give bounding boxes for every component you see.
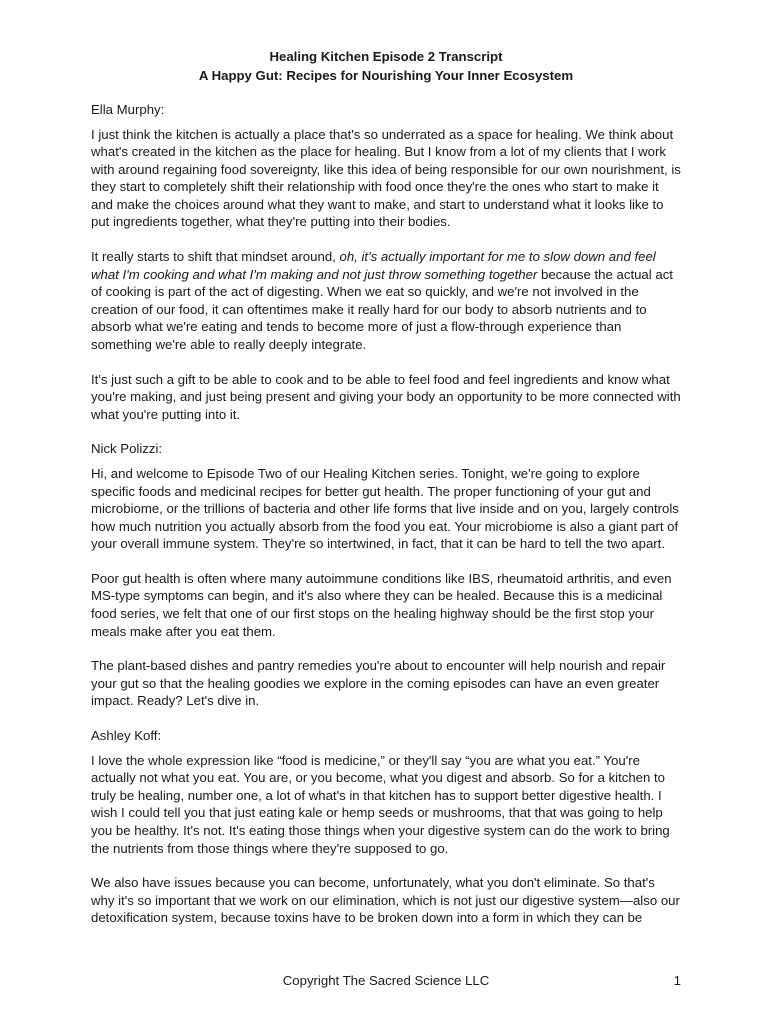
speaker-name: Ashley Koff: [91,728,162,744]
text-run: Hi, and welcome to Episode Two of our Healing Kitchen series. Tonight, we're going to explore specific foods and medicinal recipes for better gut health. The proper functioning of your gut and microbiome, or the trillions of bacteria and other life forms that live inside and on you, largely controls how much nutrition you actually absorb from the food you eat. Your microbiome is also a giant part of your overall immune system. They're so intertwined, in fact, that it can be hard to tell the two apart. [91,465,679,552]
speaker-name: Nick Polizzi: [91,441,163,457]
document-subtitle: A Happy Gut: Recipes for Nourishing Your Inner Ecosystem [198,67,574,83]
transcript-paragraph [91,657,681,710]
document-title: Healing Kitchen Episode 2 Transcript [269,49,503,64]
transcript-paragraph [91,371,681,424]
text-run: because the actual act of cooking is part of the act of digesting. When we eat so quickly, and we're not involved in the creation of our food, it can oftentimes make it really hard for our body to absorb nutrients and to absorb what we're eating and tends to become more of just a flow-through experience than something we're able to really deeply integrate. [91,266,673,353]
italic-text: oh, it's actually important for me to slow down and feel what I'm cooking and what I'm making and not just throw something together [91,249,656,282]
text-run: It really starts to shift that mindset around, [91,249,340,265]
speaker-name: Ella Murphy: [91,102,165,117]
text-run: Poor gut health is often where many autoimmune conditions like IBS, rheumatoid arthritis, and even MS-type symptoms can begin, and it's also where they can be healed. Because this is a medicinal food series, we felt that one of our first stops on the healing highway should be the first stop your meals make after you eat them. [91,570,672,639]
text-run: It's just such a gift to be able to cook and to be able to feel food and feel ingredients and know what you're making, and just being present and giving your body an opportunity to be more connected with what you're putting into it. [91,371,681,422]
transcript-paragraph [91,752,681,858]
text-run: I just think the kitchen is actually a place that's so underrated as a space for healing. We think about what's created in the kitchen as the place for healing. But I know from a lot of my clients that I work with around regaining food sovereignty, like this idea of being responsible for our own nourishment, is they start to completely shift their relationship with food once they're the ones who start to make it and make the choices around what they want to make, and start to understand what it looks like to put ingredients together, what they're putting into their bodies. [91,126,681,230]
page-number: 1 [673,973,681,988]
text-run: The plant-based dishes and pantry remedies you're about to encounter will help nourish and repair your gut so that the healing goodies we explore in the coming episodes can have an even greater impact. Ready? Let's dive in. [91,658,666,709]
transcript-paragraph [91,465,681,553]
document-page [91,48,681,927]
transcript-body [91,101,681,927]
transcript-paragraph [91,126,681,232]
transcript-paragraph [91,570,681,640]
text-run: I love the whole expression like “food is medicine,” or they'll say “you are what you eat.” You're actually not what you eat. You are, or you become, what you digest and absorb. So for a kitchen to truly be healing, number one, a lot of what's in that kitchen has to support better digestive health. I wish I could tell you that just eating kale or hemp seeds or mushrooms, that that was going to help you be healthy. It's not. It's eating those things when your digestive system can do the work to bring the nutrients from those things where they're supposed to go. [91,752,670,856]
text-run: We also have issues because you can become, unfortunately, what you don't eliminate. So that's why it's so important that we work on our elimination, which is not just our digestive system—also our detoxification system, because toxins have to be broken down into a form in which they can be [91,875,680,926]
copyright-text: Copyright The Sacred Science LLC [282,973,490,988]
transcript-paragraph [91,874,681,927]
transcript-paragraph [91,248,681,354]
